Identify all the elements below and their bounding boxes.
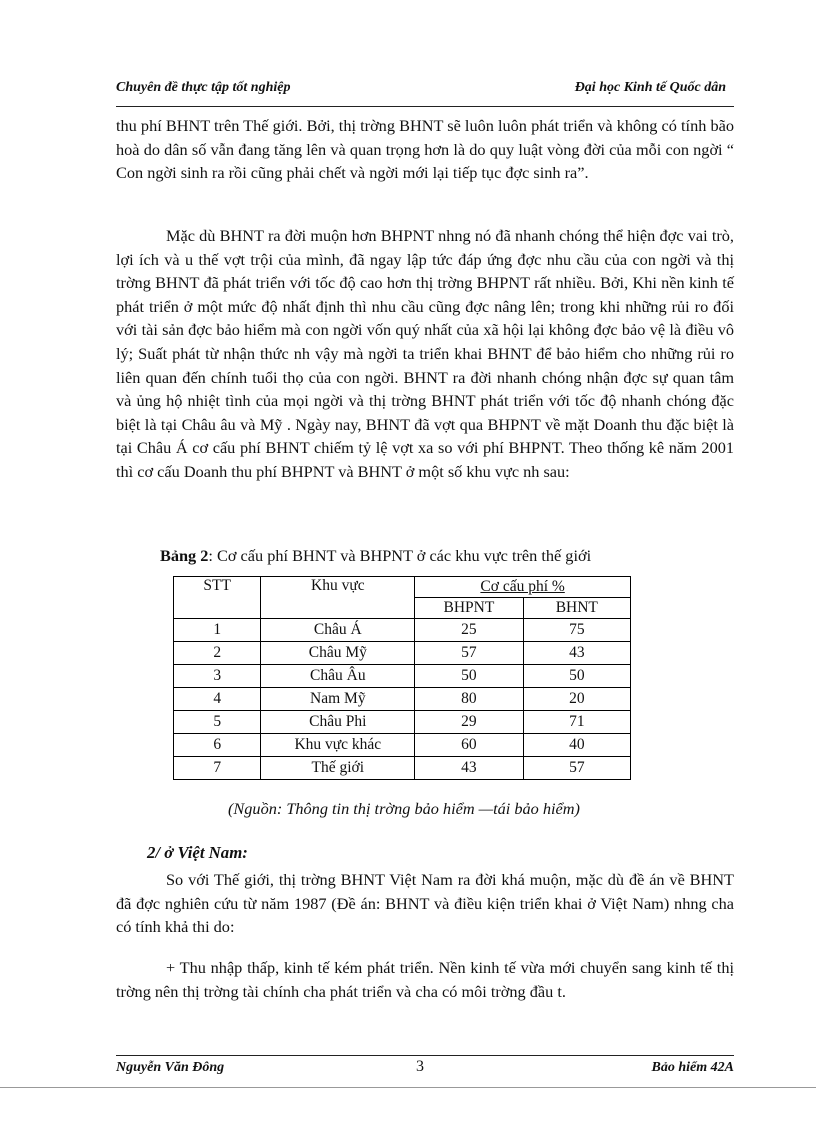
cell-bhnt: 50 [523, 665, 630, 688]
cell-stt: 1 [174, 619, 261, 642]
cell-bhnt: 75 [523, 619, 630, 642]
cell-stt: 2 [174, 642, 261, 665]
table-row [174, 711, 631, 734]
cell-bhnt: 20 [523, 688, 630, 711]
cell-bhpnt: 60 [415, 734, 523, 757]
cell-stt: 3 [174, 665, 261, 688]
paragraph-4: + Thu nhập thấp, kinh tế kém phát triển. Nền kinh tế vừa mới chuyển sang kinh tế thị trờng nên thị trờng tài chính cha phát triển và cha có môi trờng đầu t. [116, 958, 734, 1001]
paragraph-1: thu phí BHNT trên Thế giới. Bởi, thị trờng BHNT sẽ luôn luôn phát triển và không có tính bão hoà do dân số vẫn đang tăng lên và quan trọng hơn là do quy luật vòng đời của mỗi con ngời “ Con ngời sinh ra rồi cũng phải chết và ngời mới lại tiếp tục đợc sinh ra”. [116, 116, 734, 183]
cell-region: Thế giới [261, 757, 415, 780]
cell-region: Châu Phi [261, 711, 415, 734]
section-title: 2/ ở Việt Nam: [147, 843, 248, 862]
page-footer [116, 1055, 734, 1078]
cell-region: Châu Mỹ [261, 642, 415, 665]
header-left-title: Chuyên đề thực tập tốt nghiệp [116, 80, 291, 95]
cell-region: Châu Á [261, 619, 415, 642]
table-row [174, 757, 631, 780]
table-caption [160, 546, 591, 566]
cell-bhnt: 71 [523, 711, 630, 734]
cell-bhpnt: 50 [415, 665, 523, 688]
page-header [116, 80, 734, 107]
header-stt: STT [174, 577, 261, 619]
table-row [174, 688, 631, 711]
premium-structure-table [173, 576, 631, 780]
cell-stt: 6 [174, 734, 261, 757]
cell-region: Châu Âu [261, 665, 415, 688]
paragraph-3: So với Thế giới, thị trờng BHNT Việt Nam ra đời khá muộn, mặc dù đề án về BHNT đã đợc nghiên cứu từ năm 1987 (Đề án: BHNT và điều kiện triển khai ở Việt Nam) nhng cha có tính khả thi do: [116, 870, 734, 937]
table-header-row [174, 577, 631, 598]
table-source: (Nguồn: Thông tin thị trờng bảo hiểm —tái bảo hiểm) [228, 799, 580, 818]
footer-author: Nguyễn Văn Đông [116, 1060, 225, 1075]
cell-region: Khu vực khác [261, 734, 415, 757]
table-row [174, 642, 631, 665]
cell-bhnt: 40 [523, 734, 630, 757]
cell-bhnt: 43 [523, 642, 630, 665]
cell-bhnt: 57 [523, 757, 630, 780]
table-caption-label: Bảng 2 [160, 546, 209, 565]
cell-bhpnt: 43 [415, 757, 523, 780]
page-number: 3 [416, 1058, 424, 1075]
paragraph-2: Mặc dù BHNT ra đời muộn hơn BHPNT nhng nó đã nhanh chóng thể hiện đợc vai trò, lợi ích và u thế vợt trội của mình, đã ngay lập tức đáp ứng đợc nhu cầu của con ngời và thị trờng BHNT đã phát triển với tốc độ cao hơn thị trờng BHPNT rất nhiều. Bởi, Khi nền kinh tế phát triển ở một mức độ nhất định thì nhu cầu cũng đợc nâng lên; trong khi những rủi ro đối với tài sản đợc bảo hiểm mà con ngời vốn quý nhất của xã hội lại không đợc bảo vệ là điều vô lý; Suất phát từ nhận thức nh vậy mà ngời ta triển khai BHNT để bảo hiểm cho những rủi ro liên quan đến chính tuổi thọ của con ngời. BHNT ra đời nhanh chóng nhận đợc sự quan tâm và ủng hộ nhiệt tình của mọi ngời và thị trờng BHNT phát triển với tốc độ nhanh chóng đặc biệt là tại Châu âu và Mỹ . Ngày nay, BHNT đã vợt qua BHPNT về mặt Doanh thu đặc biệt là tại Châu Á cơ cấu phí BHNT chiếm tỷ lệ vợt xa so với phí BHPNT. Theo thống kê năm 2001 thì cơ cấu Doanh thu phí BHPNT và BHNT ở một số khu vực nh sau: [116, 226, 734, 481]
page-divider [0, 1087, 816, 1088]
cell-stt: 7 [174, 757, 261, 780]
cell-bhpnt: 29 [415, 711, 523, 734]
cell-bhpnt: 25 [415, 619, 523, 642]
cell-stt: 5 [174, 711, 261, 734]
table-row [174, 734, 631, 757]
table-caption-text: : Cơ cấu phí BHNT và BHPNT ở các khu vực trên thế giới [208, 546, 592, 565]
cell-bhpnt: 57 [415, 642, 523, 665]
header-right-title: Đại học Kinh tế Quốc dân [574, 80, 726, 95]
header-bhpnt: BHPNT [415, 598, 523, 619]
header-region: Khu vực [261, 577, 415, 619]
footer-class: Bảo hiểm 42A [651, 1060, 734, 1075]
header-premium-structure: Cơ cấu phí % [415, 577, 631, 598]
cell-bhpnt: 80 [415, 688, 523, 711]
cell-region: Nam Mỹ [261, 688, 415, 711]
table-row [174, 619, 631, 642]
header-bhnt: BHNT [523, 598, 630, 619]
cell-stt: 4 [174, 688, 261, 711]
table-row [174, 665, 631, 688]
